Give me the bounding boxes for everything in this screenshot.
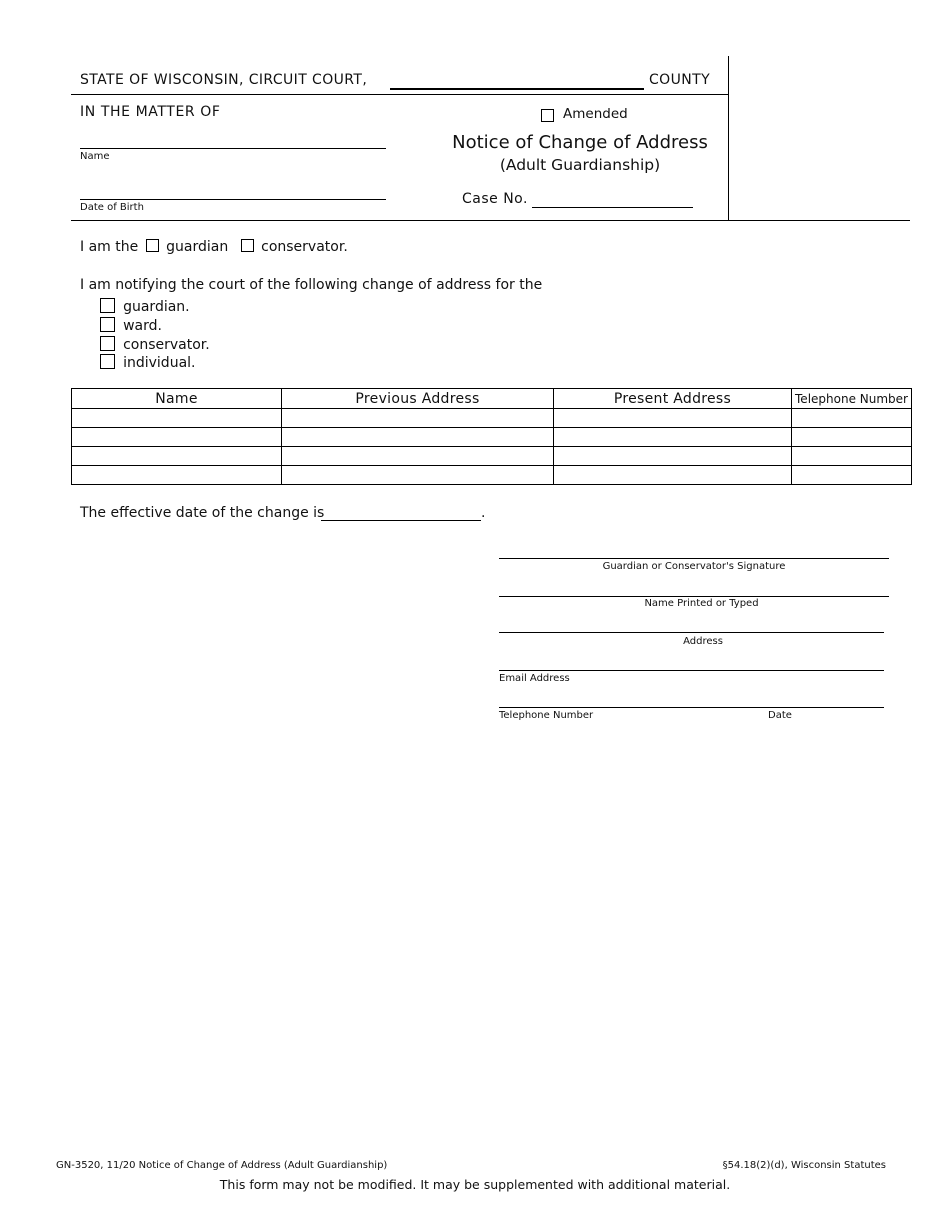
modification-notice: This form may not be modified. It may be supplemented with additional material. bbox=[219, 1177, 731, 1192]
column-header-present-address: Present Address bbox=[554, 389, 792, 409]
notify-guardian-checkbox[interactable] bbox=[100, 298, 115, 313]
conservator-checkbox[interactable] bbox=[241, 239, 254, 252]
name-printed-line[interactable] bbox=[499, 596, 889, 597]
notify-ward-label: ward. bbox=[123, 318, 162, 334]
notify-option-ward bbox=[100, 315, 162, 334]
role-line bbox=[80, 239, 348, 255]
table-cell[interactable] bbox=[72, 447, 282, 466]
table-row bbox=[72, 409, 912, 428]
date-label: Date bbox=[768, 710, 792, 721]
address-line[interactable] bbox=[499, 632, 884, 633]
guardian-checkbox[interactable] bbox=[146, 239, 159, 252]
table-cell[interactable] bbox=[72, 428, 282, 447]
table-row bbox=[72, 466, 912, 485]
table-cell[interactable] bbox=[792, 409, 912, 428]
telephone-label: Telephone Number bbox=[499, 710, 594, 721]
table-cell[interactable] bbox=[792, 428, 912, 447]
guardian-option-label: guardian bbox=[166, 239, 229, 255]
column-header-name: Name bbox=[72, 389, 282, 409]
email-line[interactable] bbox=[499, 670, 884, 671]
table-cell[interactable] bbox=[554, 428, 792, 447]
name-field[interactable] bbox=[80, 148, 386, 149]
in-matter-of-label: IN THE MATTER OF bbox=[80, 104, 221, 120]
header-bottom-border bbox=[71, 220, 910, 221]
effective-date-field[interactable] bbox=[321, 520, 481, 521]
name-printed-label: Name Printed or Typed bbox=[644, 598, 759, 609]
table-cell[interactable] bbox=[554, 409, 792, 428]
county-label: COUNTY bbox=[649, 72, 711, 88]
notify-ward-checkbox[interactable] bbox=[100, 317, 115, 332]
address-change-table bbox=[71, 388, 912, 485]
address-label: Address bbox=[683, 636, 723, 647]
table-cell[interactable] bbox=[282, 409, 554, 428]
table-cell[interactable] bbox=[792, 447, 912, 466]
table-cell[interactable] bbox=[554, 466, 792, 485]
column-header-previous-address: Previous Address bbox=[282, 389, 554, 409]
notify-option-conservator bbox=[100, 334, 210, 353]
table-cell[interactable] bbox=[282, 466, 554, 485]
notify-individual-checkbox[interactable] bbox=[100, 354, 115, 369]
case-no-label: Case No. bbox=[462, 191, 528, 207]
county-name-field[interactable] bbox=[390, 88, 644, 90]
name-label: Name bbox=[80, 151, 110, 162]
date-of-birth-label: Date of Birth bbox=[80, 202, 144, 213]
notify-conservator-label: conservator. bbox=[123, 337, 210, 353]
amended-checkbox[interactable] bbox=[541, 109, 554, 122]
telephone-date-line[interactable] bbox=[499, 707, 884, 708]
case-no-field[interactable] bbox=[532, 207, 693, 208]
state-court-label: STATE OF WISCONSIN, CIRCUIT COURT, bbox=[80, 72, 368, 88]
table-cell[interactable] bbox=[792, 466, 912, 485]
signature-label: Guardian or Conservator's Signature bbox=[602, 561, 786, 572]
conservator-option-label: conservator. bbox=[261, 239, 348, 255]
column-header-telephone-number: Telephone Number bbox=[792, 389, 912, 409]
table-cell[interactable] bbox=[282, 447, 554, 466]
effective-date-period: . bbox=[481, 505, 486, 521]
form-subtitle: (Adult Guardianship) bbox=[499, 156, 661, 174]
table-row bbox=[72, 428, 912, 447]
notify-guardian-label: guardian. bbox=[123, 299, 190, 315]
table-cell[interactable] bbox=[72, 466, 282, 485]
amended-label: Amended bbox=[563, 106, 628, 122]
table-header-row bbox=[72, 389, 912, 409]
notify-text: I am notifying the court of the following change of address for the bbox=[80, 277, 543, 293]
table-cell[interactable] bbox=[554, 447, 792, 466]
notify-conservator-checkbox[interactable] bbox=[100, 336, 115, 351]
i-am-the-label: I am the bbox=[80, 239, 139, 255]
table-cell[interactable] bbox=[72, 409, 282, 428]
statute-footer: §54.18(2)(d), Wisconsin Statutes bbox=[722, 1160, 886, 1171]
header-divider bbox=[71, 94, 728, 95]
notify-individual-label: individual. bbox=[123, 355, 196, 371]
date-of-birth-field[interactable] bbox=[80, 199, 386, 200]
form-title: Notice of Change of Address bbox=[452, 132, 708, 153]
table-cell[interactable] bbox=[282, 428, 554, 447]
table-row bbox=[72, 447, 912, 466]
effective-date-label: The effective date of the change is bbox=[80, 505, 325, 521]
form-id-footer: GN-3520, 11/20 Notice of Change of Address (Adult Guardianship) bbox=[56, 1160, 388, 1171]
signature-line[interactable] bbox=[499, 558, 889, 559]
notify-option-guardian bbox=[100, 296, 190, 315]
notify-option-individual bbox=[100, 352, 196, 371]
email-label: Email Address bbox=[499, 673, 570, 684]
